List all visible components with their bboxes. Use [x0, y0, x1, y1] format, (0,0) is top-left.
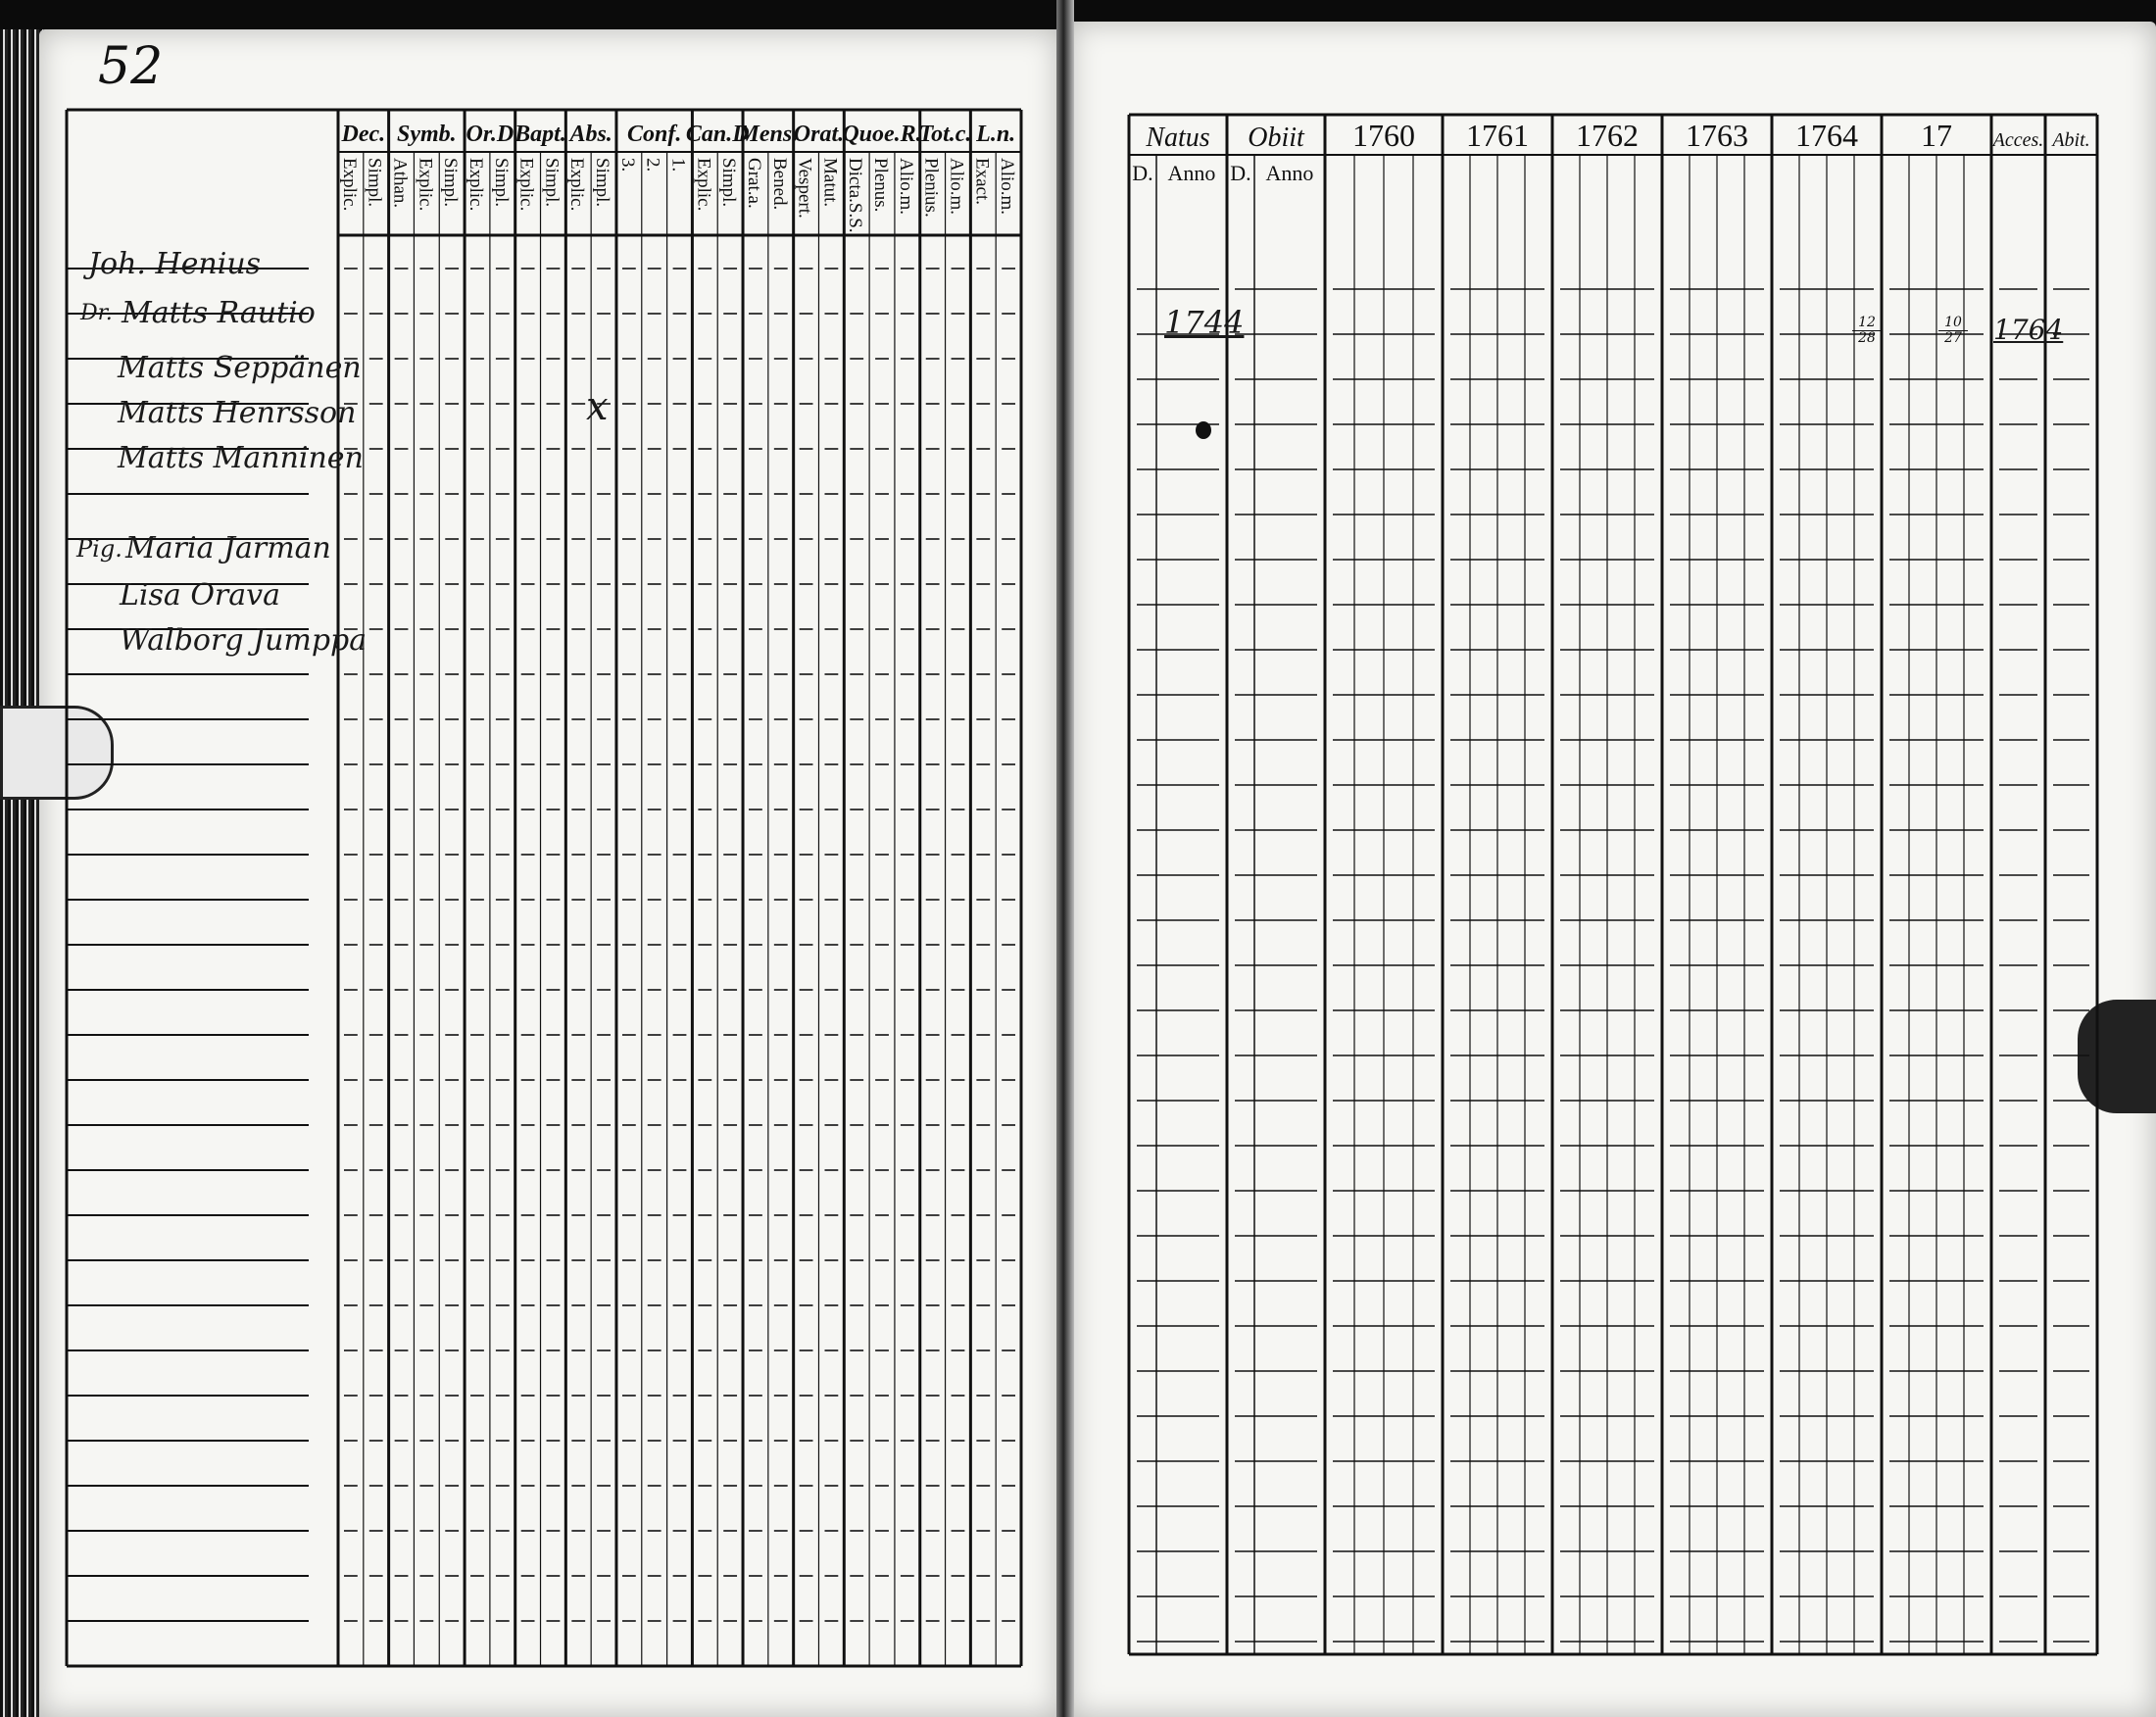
column-sub-header: Bened. — [768, 158, 790, 211]
ledger-column-header: 1763 — [1686, 118, 1748, 153]
handwritten-prefix: Dr. — [80, 301, 113, 325]
column-sub-header: Vespert. — [794, 158, 815, 219]
ledger-column-header: 1764 — [1795, 118, 1858, 153]
ink-dot — [1196, 421, 1211, 439]
column-sub-header: Simpl. — [440, 158, 462, 208]
day-fraction-2 — [1938, 316, 1968, 346]
column-sub-header: Athan. — [389, 158, 411, 209]
fraction-bottom: 27 — [1938, 330, 1968, 346]
ledger-column-header: 1760 — [1352, 118, 1415, 153]
column-group-header: Symb. — [397, 122, 457, 147]
ledger-sub-header: D. — [1230, 161, 1251, 185]
column-sub-header: 2. — [642, 158, 663, 172]
ledger-sub-header: Anno — [1167, 161, 1216, 185]
handwritten-name: Lisa Orava — [120, 578, 280, 613]
column-sub-header: Alio.m. — [895, 158, 916, 216]
ledger-column-header: Obiit — [1248, 123, 1304, 153]
column-group-header: Tot.c. — [918, 122, 972, 147]
acces-year-entry: 1764 — [1993, 314, 2064, 346]
handwritten-name: Matts Rautio — [122, 296, 316, 330]
column-sub-header: Simpl. — [718, 158, 740, 208]
column-sub-header: Explic. — [465, 158, 486, 212]
column-sub-header: Explic. — [693, 158, 714, 212]
column-group-header: Conf. — [627, 122, 682, 147]
handwritten-prefix: Pig. — [76, 535, 122, 563]
day-fraction-1 — [1852, 316, 1882, 346]
column-group-header: Mens. — [738, 122, 799, 147]
ledger-column-header: Abit. — [2052, 129, 2090, 151]
handwritten-name: Joh. Henius — [88, 247, 262, 281]
column-sub-header: Matut. — [819, 158, 841, 208]
birth-year-entry: 1744 — [1164, 304, 1245, 341]
ledger-column-header: Natus — [1146, 123, 1210, 153]
column-sub-header: Plenius. — [920, 158, 942, 218]
fraction-top: 10 — [1944, 315, 1962, 330]
handwritten-name: Walborg Jumppa — [120, 623, 368, 658]
column-sub-header: Alio.m. — [997, 158, 1018, 216]
column-sub-header: Grat.a. — [743, 158, 764, 209]
handwritten-name: Matts Seppänen — [118, 351, 362, 385]
ledger-column-header: 1762 — [1576, 118, 1639, 153]
column-sub-header: Simpl. — [541, 158, 563, 208]
column-group-header: Quoe.R. — [842, 122, 922, 147]
column-sub-header: 1. — [667, 158, 689, 172]
column-group-header: Or.D — [466, 122, 514, 147]
column-sub-header: Plenus. — [870, 158, 892, 213]
ledger-column-header: 1761 — [1466, 118, 1529, 153]
column-sub-header: Simpl. — [490, 158, 512, 208]
fraction-top: 12 — [1858, 315, 1876, 330]
column-sub-header: Explic. — [515, 158, 537, 212]
handwritten-name: Maria Jarman — [125, 531, 331, 565]
handwritten-name: Matts Manninen — [118, 441, 364, 475]
column-sub-header: Simpl. — [364, 158, 385, 208]
fraction-bottom: 28 — [1852, 330, 1882, 346]
page-number: 52 — [98, 37, 164, 96]
ledger-sub-header: D. — [1132, 161, 1153, 185]
column-group-header: Bapt. — [514, 122, 566, 147]
column-sub-header: Explic. — [415, 158, 436, 212]
column-group-header: L.n. — [976, 122, 1016, 147]
column-sub-header: Simpl. — [592, 158, 613, 208]
column-sub-header: Explic. — [338, 158, 360, 212]
column-group-header: Dec. — [341, 122, 386, 147]
column-sub-header: Exact. — [971, 158, 993, 206]
column-group-header: Abs. — [569, 122, 612, 147]
ink-mark: x — [586, 384, 609, 429]
ledger-sub-header: Anno — [1265, 161, 1314, 185]
column-group-header: Can.D — [685, 122, 750, 147]
ledger-column-header: Acces. — [1992, 129, 2044, 151]
column-sub-header: Dicta.S.S. — [845, 158, 866, 233]
handwritten-name: Matts Henrsson — [118, 396, 357, 430]
column-sub-header: 3. — [616, 158, 638, 172]
ledger-column-header: 17 — [1921, 118, 1952, 153]
column-sub-header: Explic. — [566, 158, 588, 212]
column-group-header: Orat. — [793, 122, 845, 147]
column-sub-header: Alio.m. — [946, 158, 967, 216]
